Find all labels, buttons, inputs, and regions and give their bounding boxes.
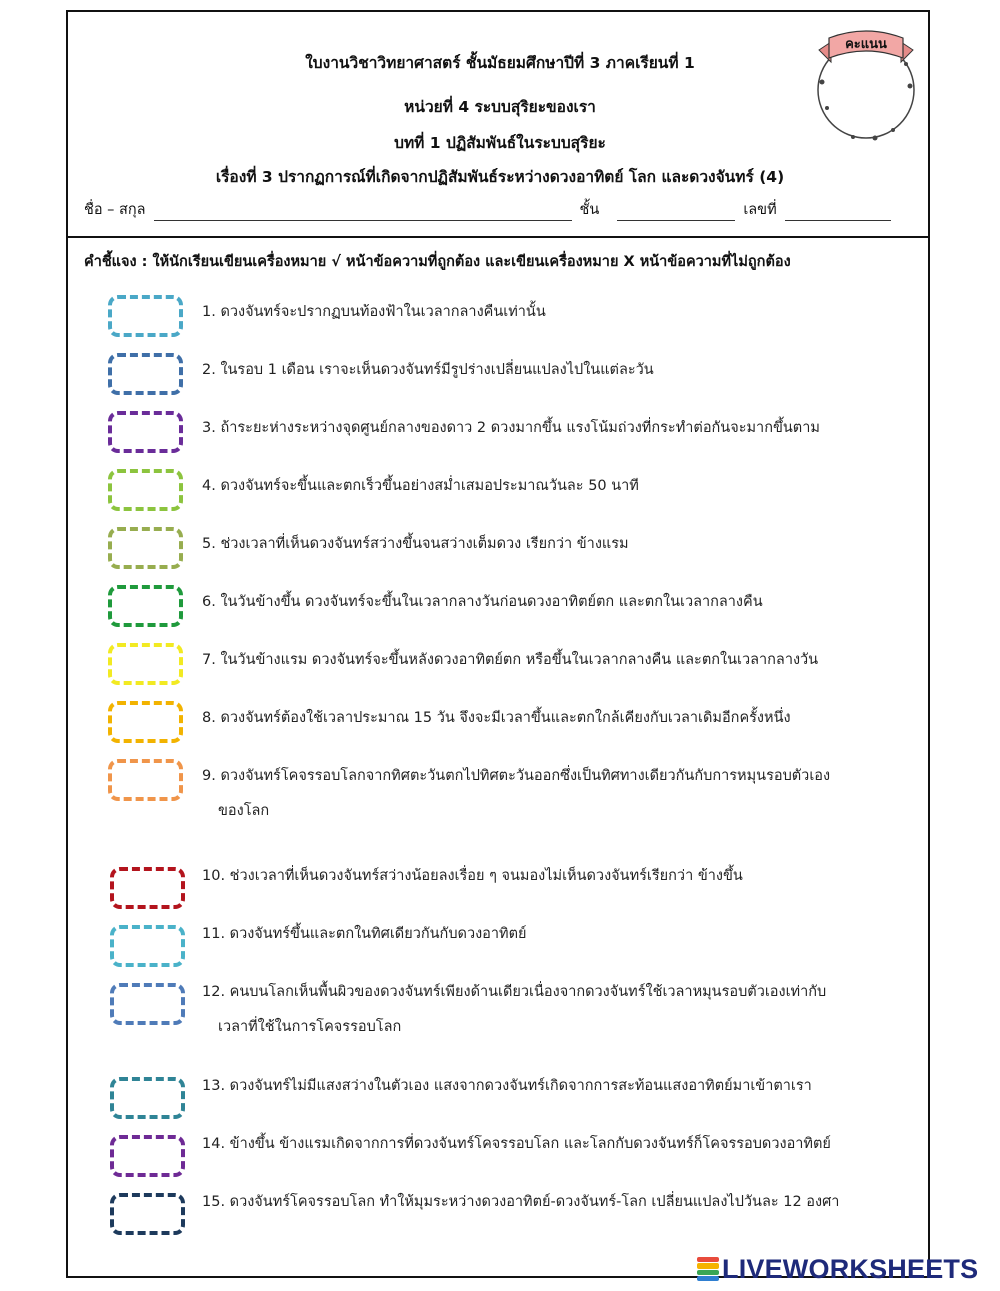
question-line: 14. ข้างขึ้น ข้างแรมเกิดจากการที่ดวงจันทร์โคจรรอบโลก และโลกกับดวงจันทร์ก็โคจรรอบดวงอาทิตย์ [202,1136,831,1152]
answer-box[interactable] [110,867,185,909]
question-line: 12. คนบนโลกเห็นพื้นผิวของดวงจันทร์เพียงด้านเดียวเนื่องจากดวงจันทร์ใช้เวลาหมุนรอบตัวเองเท่ากับ [202,984,827,1000]
worksheet-title: ใบงานวิชาวิทยาศาสตร์ ชั้นมัธยมศึกษาปีที่ 3 ภาคเรียนที่ 1 [305,54,695,72]
question-text [202,295,922,330]
class-label: ชั้น [579,202,600,218]
number-label: เลขที่ [743,202,777,218]
question-text [202,975,922,1045]
question-line: 8. ดวงจันทร์ต้องใช้เวลาประมาณ 15 วัน จึงจะมีเวลาขึ้นและตกใกล้เคียงกับเวลาเดิมอีกครั้งหนึ่ง [202,710,791,726]
topic-title: เรื่องที่ 3 ปรากฏการณ์ที่เกิดจากปฏิสัมพันธ์ระหว่างดวงอาทิตย์ โลก และดวงจันทร์ (4) [215,168,785,186]
answer-box[interactable] [110,1135,185,1177]
question-line: 6. ในวันข้างขึ้น ดวงจันทร์จะขึ้นในเวลากลางวันก่อนดวงอาทิตย์ตก และตกในเวลากลางคืน [202,594,763,610]
question-line: 7. ในวันข้างแรม ดวงจันทร์จะขึ้นหลังดวงอาทิตย์ตก หรือขึ้นในเวลากลางคืน และตกในเวลากลางวัน [202,652,819,668]
question-text [202,859,922,894]
question-text [202,1069,922,1104]
liveworksheets-logo-text: LIVEWORKSHEETS [722,1254,979,1284]
header-divider [68,236,928,238]
question-line: 11. ดวงจันทร์ขึ้นและตกในทิศเดียวกันกับดวงอาทิตย์ [202,926,527,942]
question-text [202,701,922,736]
score-label: คะแนน [845,37,887,52]
question-line: 4. ดวงจันทร์จะขึ้นและตกเร็วขึ้นอย่างสม่ำเสมอประมาณวันละ 50 นาที [202,478,639,494]
question-line-continued: ของโลก [218,803,270,819]
score-badge [813,24,919,144]
answer-box[interactable] [110,1193,185,1235]
answer-box[interactable] [108,585,183,627]
question-line: 13. ดวงจันทร์ไม่มีแสงสว่างในตัวเอง แสงจากดวงจันทร์เกิดจากการสะท้อนแสงอาทิตย์มาเข้าตาเรา [202,1078,812,1094]
question-text [202,917,922,952]
question-line: 9. ดวงจันทร์โคจรรอบโลกจากทิศตะวันตกไปทิศตะวันออกซึ่งเป็นทิศทางเดียวกันกับการหมุนรอบตัวเอง [202,768,831,784]
answer-box[interactable] [108,411,183,453]
question-line: 1. ดวงจันทร์จะปรากฏบนท้องฟ้าในเวลากลางคืนเท่านั้น [202,304,546,320]
question-text [202,353,922,388]
unit-title: หน่วยที่ 4 ระบบสุริยะของเรา [404,98,596,116]
question-line-continued: เวลาที่ใช้ในการโคจรรอบโลก [218,1019,402,1035]
answer-box[interactable] [108,701,183,743]
question-text [202,1185,922,1220]
number-field[interactable] [785,206,891,221]
worksheet-frame [66,10,930,1278]
student-info-row [84,198,914,221]
answer-box[interactable] [110,1077,185,1119]
answer-box[interactable] [110,983,185,1025]
class-field[interactable] [617,206,735,221]
lesson-title: บทที่ 1 ปฏิสัมพันธ์ในระบบสุริยะ [394,134,606,152]
question-line: 10. ช่วงเวลาที่เห็นดวงจันทร์สว่างน้อยลงเรื่อย ๆ จนมองไม่เห็นดวงจันทร์เรียกว่า ข้างขึ้น [202,868,743,884]
question-line: 5. ช่วงเวลาที่เห็นดวงจันทร์สว่างขึ้นจนสว่างเต็มดวง เรียกว่า ข้างแรม [202,536,629,552]
question-line: 15. ดวงจันทร์โคจรรอบโลก ทำให้มุมระหว่างดวงอาทิตย์-ดวงจันทร์-โลก เปลี่ยนแปลงไปวันละ 12 องศา [202,1194,840,1210]
instructions: คำชี้แจง : ให้นักเรียนเขียนเครื่องหมาย √ หน้าข้อความที่ถูกต้อง และเขียนเครื่องหมาย X หน้าข้อความที่ไม่ถูกต้อง [84,254,791,270]
answer-box[interactable] [110,925,185,967]
answer-box[interactable] [108,353,183,395]
question-text [202,585,922,620]
question-text [202,643,922,678]
name-field[interactable] [154,206,572,221]
question-text [202,1127,922,1162]
name-label: ชื่อ – สกุล [84,202,146,218]
question-text [202,469,922,504]
question-text [202,527,922,562]
answer-box[interactable] [108,295,183,337]
answer-box[interactable] [108,759,183,801]
question-line: 2. ในรอบ 1 เดือน เราจะเห็นดวงจันทร์มีรูปร่างเปลี่ยนแปลงไปในแต่ละวัน [202,362,654,378]
liveworksheets-logo [697,1254,978,1284]
question-line: 3. ถ้าระยะห่างระหว่างจุดศูนย์กลางของดาว 2 ดวงมากขึ้น แรงโน้มถ่วงที่กระทำต่อกันจะมากขึ้นตาม [202,420,820,436]
liveworksheets-logo-icon [697,1257,719,1281]
question-text [202,759,922,829]
answer-box[interactable] [108,527,183,569]
question-text [202,411,922,446]
answer-box[interactable] [108,469,183,511]
answer-box[interactable] [108,643,183,685]
